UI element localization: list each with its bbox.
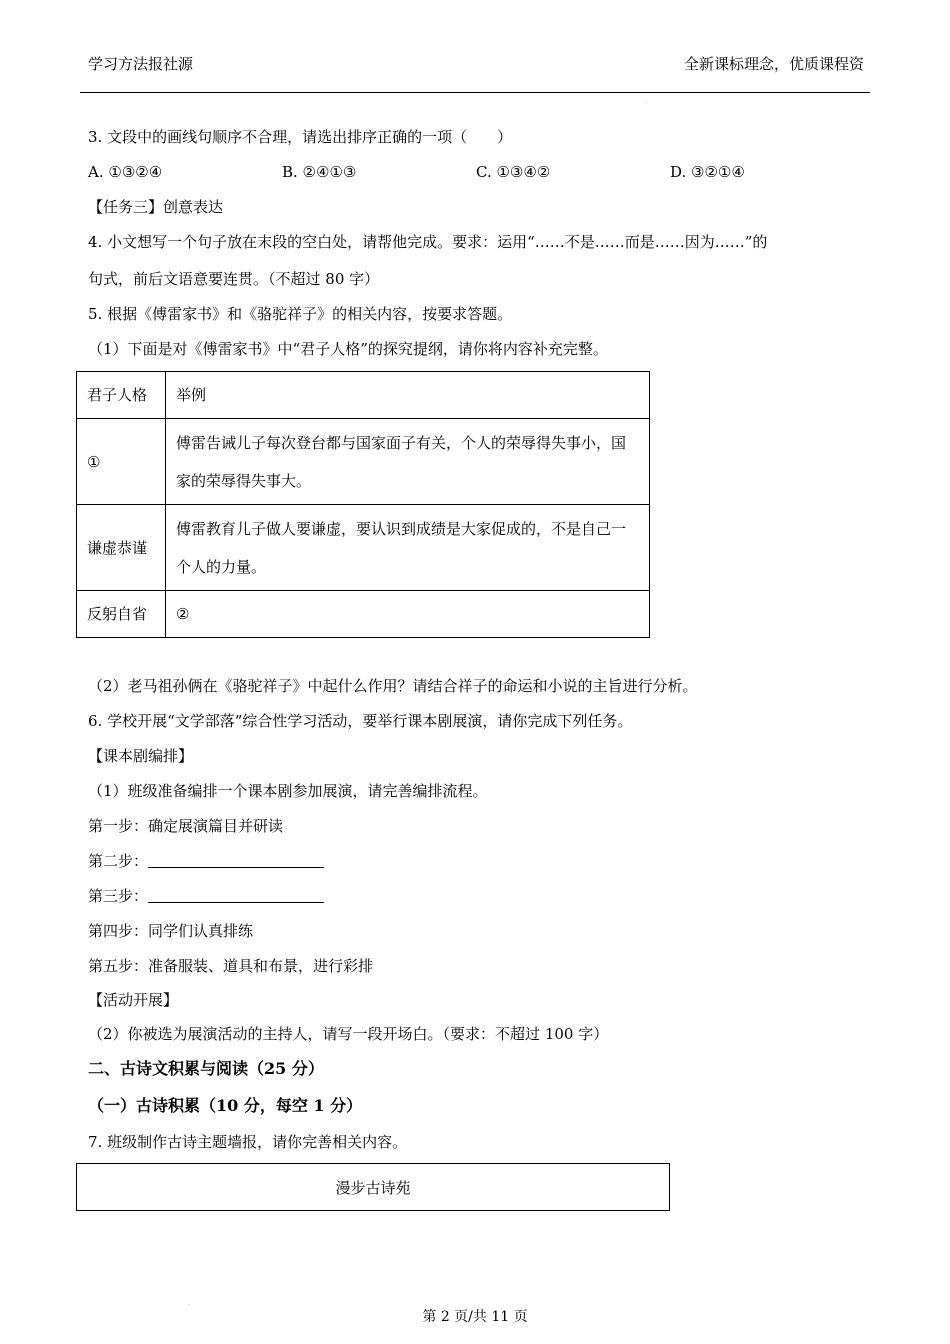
question-5: 5. 根据《傅雷家书》和《骆驼祥子》的相关内容，按要求答题。 bbox=[88, 305, 513, 323]
question-6: 6. 学校开展“文学部落”综合性学习活动，要举行课本剧展演，请你完成下列任务。 bbox=[88, 712, 633, 730]
q3-option-a: A. ①③②④ bbox=[88, 163, 163, 181]
table-row bbox=[77, 505, 650, 591]
section-activity: 【活动开展】 bbox=[88, 991, 179, 1009]
table-header-cell: 举例 bbox=[166, 372, 650, 419]
question-5-sub-1: （1）下面是对《傅雷家书》中“君子人格”的探究提纲，请你将内容补充完整。 bbox=[88, 340, 608, 358]
question-3: 3. 文段中的画线句顺序不合理，请选出排序正确的一项（ ） bbox=[88, 128, 513, 146]
speck-mark: · bbox=[188, 1302, 190, 1309]
part-2-title: 二、古诗文积累与阅读（25 分） bbox=[88, 1059, 324, 1078]
header-divider bbox=[80, 92, 870, 93]
q3-option-d: D. ③②①④ bbox=[670, 163, 745, 181]
step-3-blank bbox=[148, 888, 324, 903]
table-header-row bbox=[77, 372, 650, 419]
table-header-cell: 君子人格 bbox=[77, 372, 166, 419]
poetry-box bbox=[76, 1163, 670, 1211]
step-1: 第一步：确定展演篇目并研读 bbox=[88, 817, 284, 835]
section-play-arrangement: 【课本剧编排】 bbox=[88, 747, 194, 765]
question-6-sub-2: （2）你被选为展演活动的主持人，请写一段开场白。（要求：不超过 100 字） bbox=[88, 1025, 609, 1043]
question-4-line-1: 4. 小文想写一个句子放在末段的空白处，请帮他完成。要求：运用“……不是……而是……因为……”的 bbox=[88, 233, 768, 251]
part-2-subtitle: （一）古诗积累（10 分，每空 1 分） bbox=[88, 1096, 363, 1115]
table-cell: 谦虚恭谨 bbox=[77, 505, 166, 591]
step-4: 第四步：同学们认真排练 bbox=[88, 922, 254, 940]
header-left-text: 学习方法报社源 bbox=[88, 55, 194, 73]
q3-option-c: C. ①③④② bbox=[476, 163, 551, 181]
step-5: 第五步：准备服装、道具和布景，进行彩排 bbox=[88, 957, 374, 975]
header-right-text: 全新课标理念，优质课程资 bbox=[683, 55, 864, 73]
poetry-box-title: 漫步古诗苑 bbox=[335, 1178, 411, 1197]
speck-mark: · bbox=[645, 100, 647, 107]
table-cell: ② bbox=[166, 591, 650, 638]
step-2-blank bbox=[148, 853, 324, 868]
table-cell: 傅雷告诫儿子每次登台都与国家面子有关，个人的荣辱得失事小，国家的荣辱得失事大。 bbox=[166, 419, 650, 505]
step-3-row bbox=[88, 886, 324, 906]
q3-option-b: B. ②④①③ bbox=[282, 163, 357, 181]
table-cell: 傅雷教育儿子做人要谦虚，要认识到成绩是大家促成的，不是自己一个人的力量。 bbox=[166, 505, 650, 591]
question-6-sub-1: （1）班级准备编排一个课本剧参加展演，请完善编排流程。 bbox=[88, 782, 488, 800]
step-2-row bbox=[88, 851, 324, 871]
step-3-label: 第三步： bbox=[88, 887, 149, 905]
table-row bbox=[77, 591, 650, 638]
page-footer: 第 2 页/共 11 页 bbox=[422, 1309, 528, 1325]
step-2-label: 第二步： bbox=[88, 852, 149, 870]
table-row bbox=[77, 419, 650, 505]
table-cell: ① bbox=[77, 419, 166, 505]
task-3-heading: 【任务三】创意表达 bbox=[88, 198, 224, 216]
table-cell: 反躬自省 bbox=[77, 591, 166, 638]
question-4-line-2: 句式，前后文语意要连贯。（不超过 80 字） bbox=[88, 270, 380, 288]
question-5-sub-2: （2）老马祖孙俩在《骆驼祥子》中起什么作用？请结合祥子的命运和小说的主旨进行分析。 bbox=[88, 677, 698, 695]
question-7: 7. 班级制作古诗主题墙报，请你完善相关内容。 bbox=[88, 1133, 408, 1151]
junzi-table bbox=[76, 371, 650, 638]
